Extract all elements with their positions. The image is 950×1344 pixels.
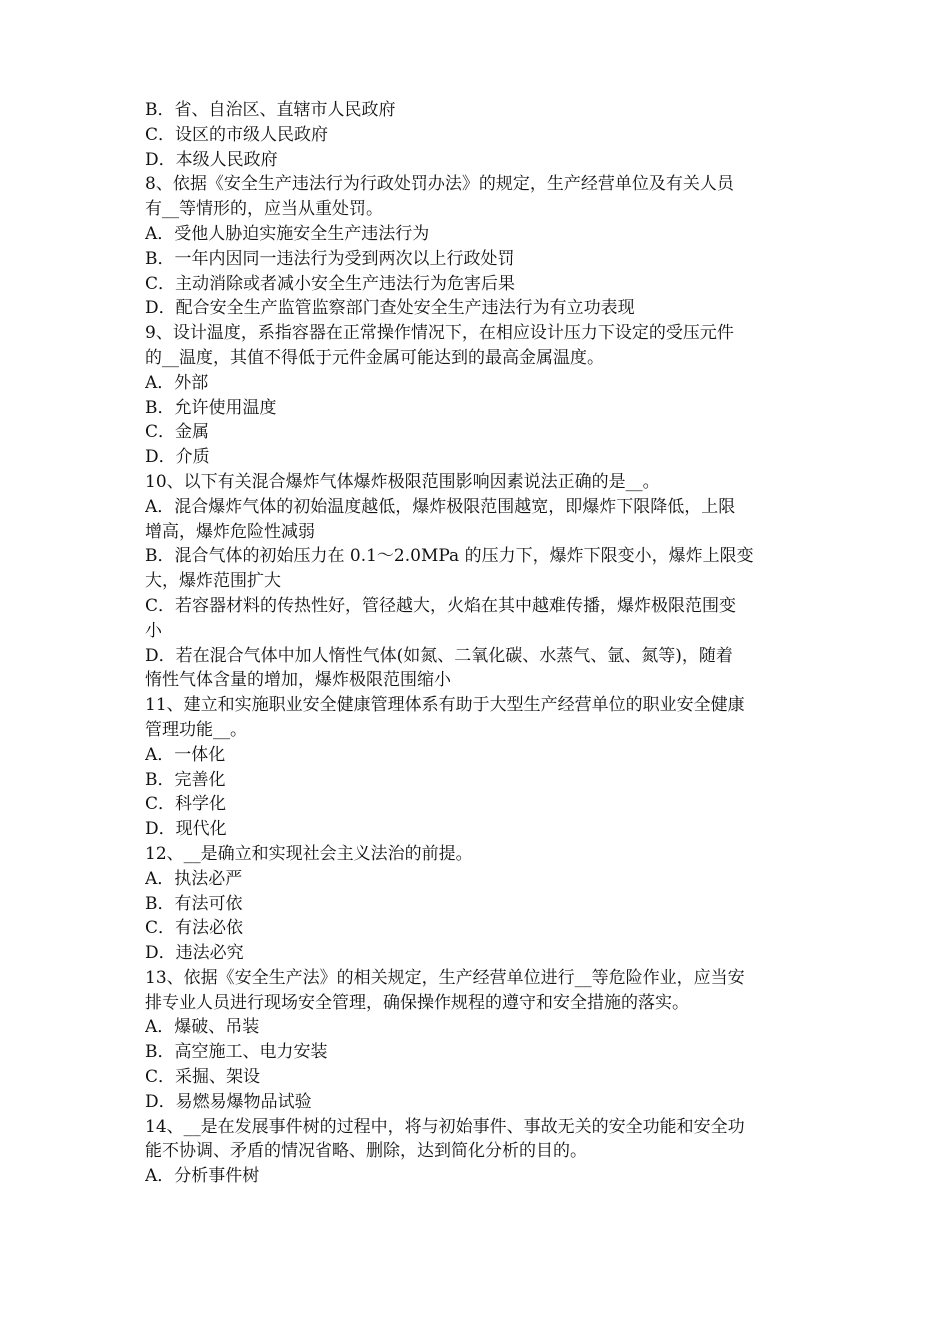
document-body <box>145 98 810 1189</box>
document-line: 有__等情形的，应当从重处罚。 <box>145 199 383 220</box>
document-line: D．若在混合气体中加人惰性气体(如氮、二氧化碳、水蒸气、氩、氮等)，随着 <box>145 645 733 666</box>
document-line: D．配合安全生产监管监察部门查处安全生产违法行为有立功表现 <box>145 298 635 319</box>
document-line: C．金属 <box>145 422 210 443</box>
document-line: 能不协调、矛盾的情况省略、删除，达到简化分析的目的。 <box>145 1141 587 1162</box>
document-line: 排专业人员进行现场安全管理，确保操作规程的遵守和安全措施的落实。 <box>145 992 689 1013</box>
document-line: 惰性气体含量的增加，爆炸极限范围缩小 <box>145 670 451 691</box>
document-line: D．现代化 <box>145 819 227 840</box>
document-line: 的__温度，其值不得低于元件金属可能达到的最高金属温度。 <box>145 347 604 368</box>
document-line: 10、以下有关混合爆炸气体爆炸极限范围影响因素说法正确的是__。 <box>145 471 660 492</box>
document-line: 13、依据《安全生产法》的相关规定，生产经营单位进行__等危险作业，应当安 <box>145 967 745 988</box>
document-line: B．省、自治区、直辖市人民政府 <box>145 100 396 120</box>
document-line: B．有法可依 <box>145 893 243 914</box>
document-line: D．介质 <box>145 447 210 468</box>
document-line: A．受他人胁迫实施安全生产违法行为 <box>145 223 430 244</box>
document-line: D．违法必究 <box>145 943 244 964</box>
document-line: 12、__是确立和实现社会主义法治的前提。 <box>145 843 473 864</box>
document-line: A．外部 <box>145 372 209 393</box>
document-line: C．设区的市级人民政府 <box>145 124 329 145</box>
document-line: 小 <box>145 620 162 641</box>
document-line: C．若容器材料的传热性好，管径越大，火焰在其中越难传播，爆炸极限范围变 <box>145 595 737 616</box>
document-line: D．易燃易爆物品试验 <box>145 1091 312 1112</box>
document-line: 11、建立和实施职业安全健康管理体系有助于大型生产经营单位的职业安全健康 <box>145 695 745 716</box>
document-line: C．采掘、架设 <box>145 1067 261 1088</box>
document-line: A．一体化 <box>145 744 226 765</box>
document-line: 14、__是在发展事件树的过程中，将与初始事件、事故无关的安全功能和安全功 <box>145 1116 745 1137</box>
document-line: C．主动消除或者减小安全生产违法行为危害后果 <box>145 273 516 294</box>
document-line: A．分析事件树 <box>145 1166 260 1187</box>
document-line: 9、设计温度，系指容器在正常操作情况下，在相应设计压力下设定的受压元件 <box>145 323 734 344</box>
document-line: B．一年内因同一违法行为受到两次以上行政处罚 <box>145 248 515 269</box>
document-line: B．高空施工、电力安装 <box>145 1042 328 1063</box>
document-line: B．完善化 <box>145 769 226 790</box>
document-line: 增高，爆炸危险性减弱 <box>145 521 315 542</box>
document-line: B．混合气体的初始压力在 0.1～2.0MPa 的压力下，爆炸下限变小，爆炸上限变 <box>145 546 754 567</box>
document-line: 管理功能__。 <box>145 719 247 740</box>
document-line: D．本级人民政府 <box>145 149 278 170</box>
document-line: C．有法必依 <box>145 918 244 939</box>
document-line: 8、依据《安全生产违法行为行政处罚办法》的规定，生产经营单位及有关人员 <box>145 174 734 195</box>
document-line: A．混合爆炸气体的初始温度越低，爆炸极限范围越宽，即爆炸下限降低，上限 <box>145 496 736 517</box>
document-line: B．允许使用温度 <box>145 397 277 418</box>
document-line: 大，爆炸范围扩大 <box>145 571 281 592</box>
document-line: A．爆破、吊装 <box>145 1017 260 1038</box>
document-line: C．科学化 <box>145 794 227 815</box>
document-line: A．执法必严 <box>145 868 243 889</box>
